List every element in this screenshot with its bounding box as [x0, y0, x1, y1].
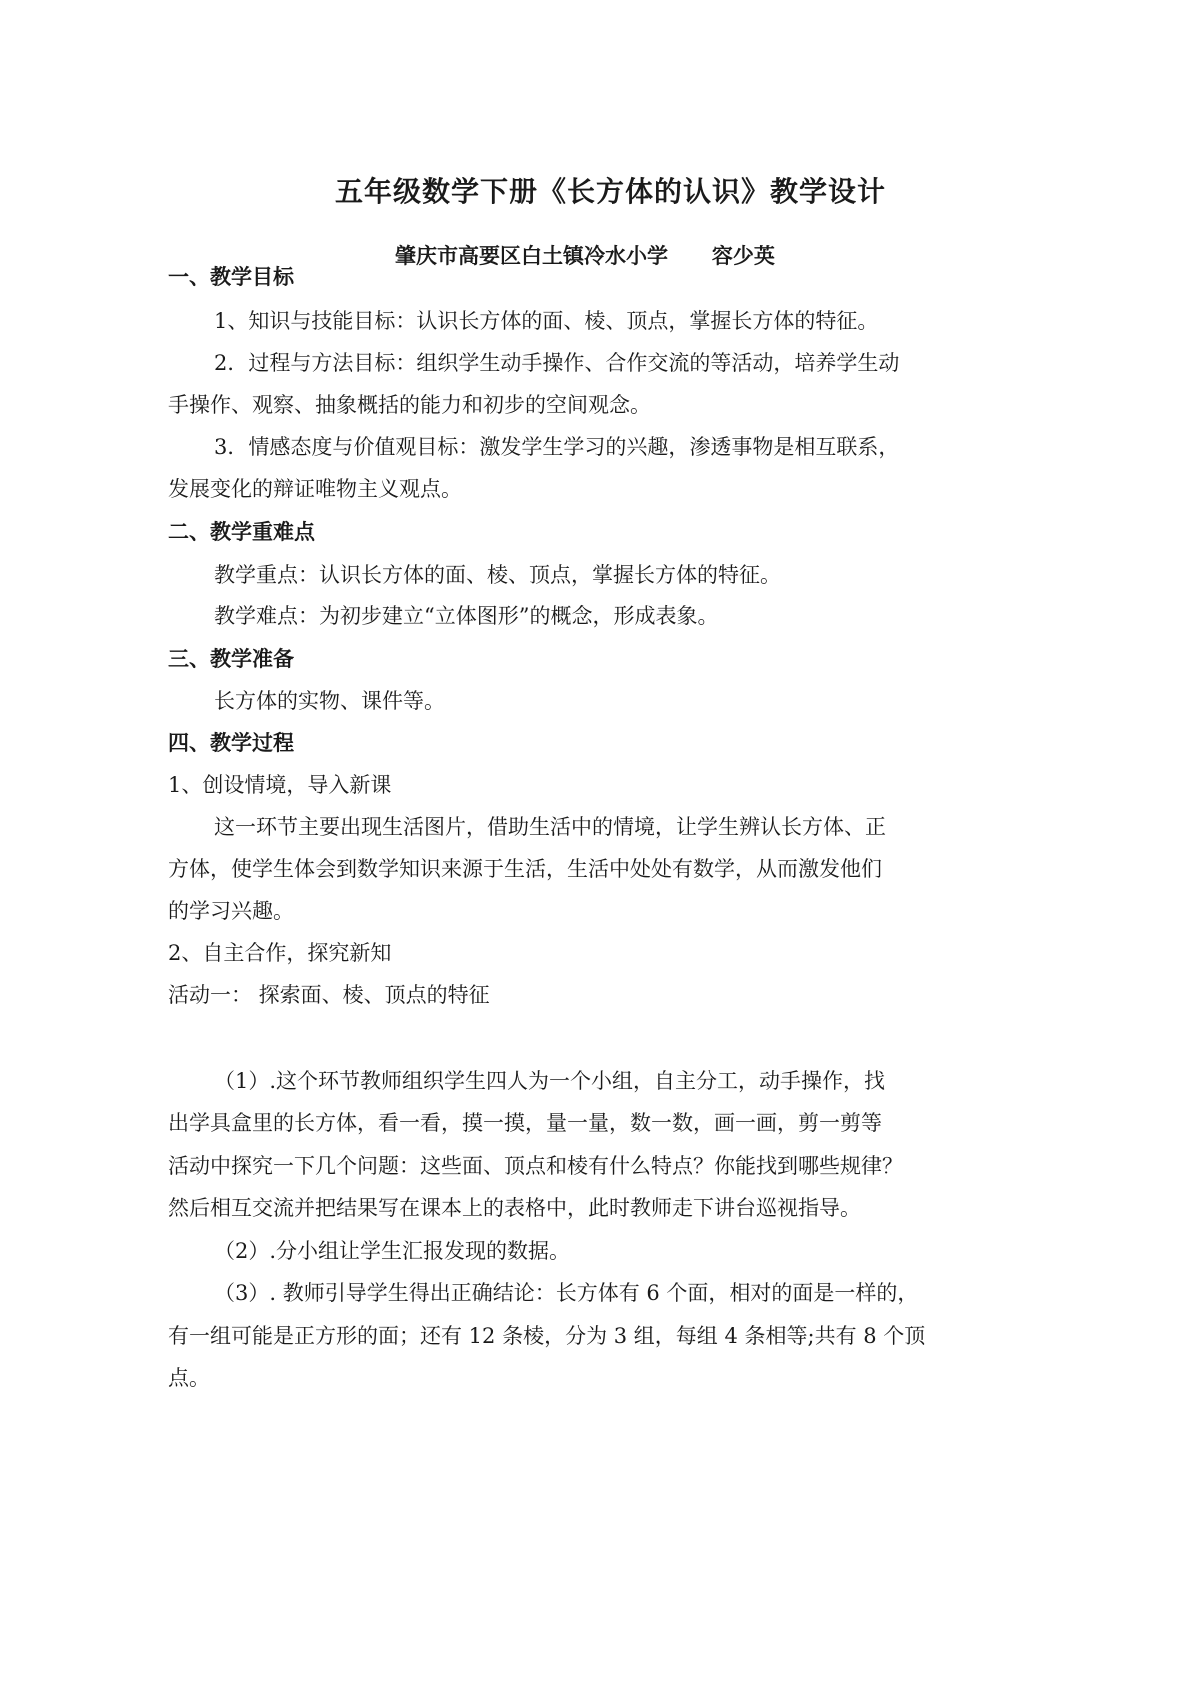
paragraph: 这一环节主要出现生活图片，借助生活中的情境，让学生辨认长方体、正 — [214, 815, 886, 839]
paragraph: 活动中探究一下几个问题：这些面、顶点和棱有什么特点？你能找到哪些规律？ — [168, 1154, 903, 1178]
paragraph: 2．过程与方法目标：组织学生动手操作、合作交流的等活动，培养学生动 — [214, 351, 900, 375]
activity-heading: 活动一： 探索面、棱、顶点的特征 — [168, 983, 490, 1007]
section-heading-process: 四、教学过程 — [168, 730, 294, 755]
section-heading-objectives: 一、教学目标 — [168, 264, 294, 289]
paragraph: 3．情感态度与价值观目标：激发学生学习的兴趣，渗透事物是相互联系， — [214, 435, 900, 459]
paragraph: 点。 — [168, 1366, 210, 1390]
paragraph: （2）.分小组让学生汇报发现的数据。 — [214, 1239, 571, 1263]
paragraph: 的学习兴趣。 — [168, 899, 294, 923]
paragraph: 发展变化的辩证唯物主义观点。 — [168, 477, 462, 501]
paragraph: 长方体的实物、课件等。 — [214, 689, 445, 713]
paragraph: 教学难点：为初步建立“立体图形”的概念，形成表象。 — [214, 604, 719, 628]
step-heading: 2、自主合作，探究新知 — [168, 941, 392, 965]
document-title: 五年级数学下册《长方体的认识》教学设计 — [334, 175, 886, 208]
section-heading-key-points: 二、教学重难点 — [168, 519, 315, 544]
section-heading-preparation: 三、教学准备 — [168, 646, 294, 671]
paragraph: 然后相互交流并把结果写在课本上的表格中，此时教师走下讲台巡视指导。 — [168, 1196, 861, 1220]
paragraph: 手操作、观察、抽象概括的能力和初步的空间观念。 — [168, 393, 651, 417]
paragraph: （3）. 教师引导学生得出正确结论：长方体有 6 个面，相对的面是一样的， — [214, 1281, 919, 1305]
paragraph: 出学具盒里的长方体，看一看，摸一摸，量一量，数一数，画一画，剪一剪等 — [168, 1111, 882, 1135]
paragraph: 1、知识与技能目标：认识长方体的面、棱、顶点，掌握长方体的特征。 — [214, 309, 879, 333]
paragraph: 方体，使学生体会到数学知识来源于生活，生活中处处有数学，从而激发他们 — [168, 857, 882, 881]
author-line: 肇庆市高要区白土镇冷水小学 容少英 — [395, 243, 775, 268]
step-heading: 1、创设情境，导入新课 — [168, 773, 392, 797]
paragraph: 教学重点：认识长方体的面、棱、顶点，掌握长方体的特征。 — [214, 563, 781, 587]
paragraph: 有一组可能是正方形的面；还有 12 条棱，分为 3 组，每组 4 条相等;共有 8 个顶 — [168, 1324, 926, 1348]
paragraph: （1）.这个环节教师组织学生四人为一个小组，自主分工，动手操作，找 — [214, 1069, 886, 1093]
